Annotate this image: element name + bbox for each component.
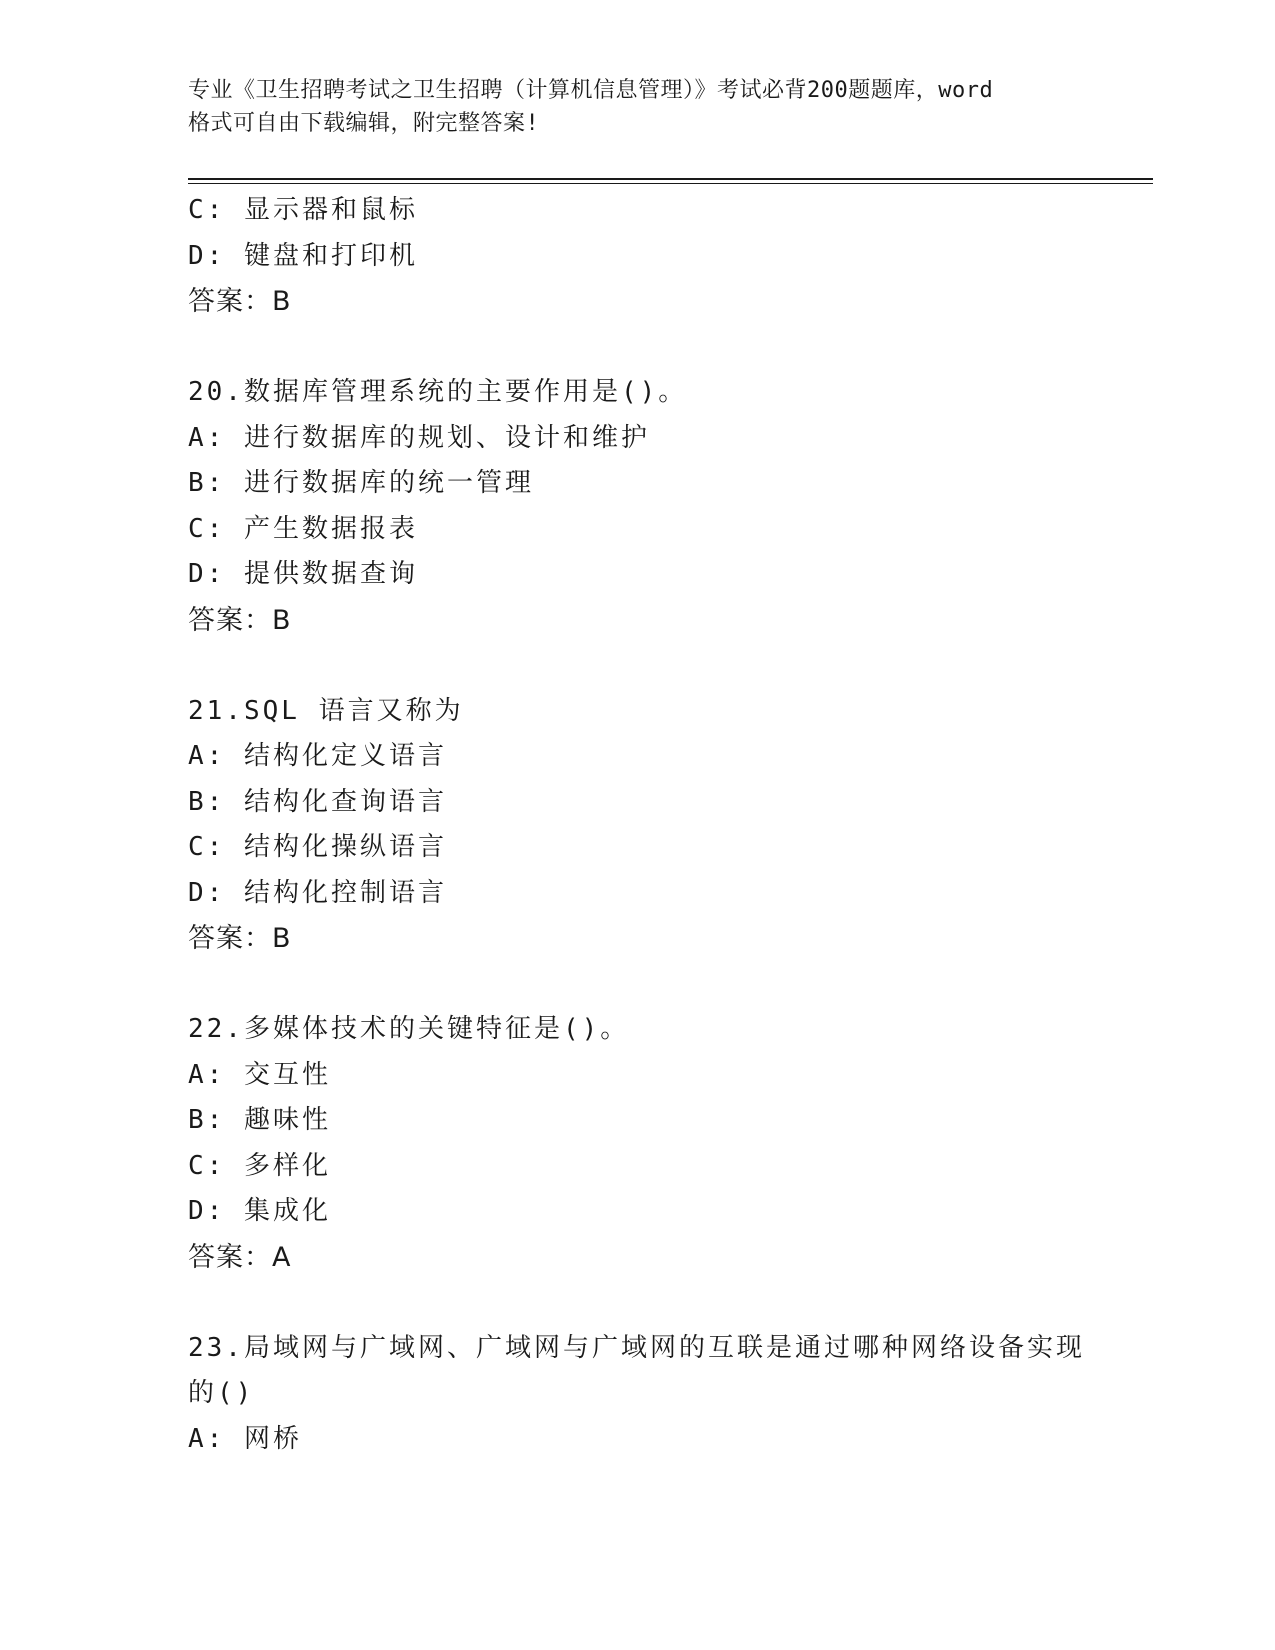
question-stem-line-2: 的() [188, 1378, 255, 1408]
option-a: A: 进行数据库的规划、设计和维护 [188, 422, 650, 453]
question-20 [188, 370, 1088, 643]
question-list [188, 188, 1088, 1462]
answer-line: 答案：B [188, 286, 292, 317]
answer-line: 答案：B [188, 604, 292, 636]
spacer [188, 1280, 1088, 1326]
question-22 [188, 1007, 1088, 1280]
answer-line: 答案：B [188, 923, 292, 954]
option-d: D: 提供数据查询 [188, 559, 418, 589]
option-d: D: 键盘和打印机 [188, 240, 418, 271]
answer-line: 答案：A [188, 1241, 292, 1273]
header-line-1: 专业《卫生招聘考试之卫生招聘（计算机信息管理）》考试必背200题题库，word [188, 78, 994, 103]
question-21 [188, 689, 1088, 962]
option-c: C: 显示器和鼠标 [188, 195, 418, 225]
option-b: B: 趣味性 [188, 1105, 331, 1135]
header-divider-thin [188, 183, 1153, 184]
header-line-2: 格式可自由下载编辑，附完整答案! [188, 111, 540, 136]
question-stem: 22.多媒体技术的关键特征是()。 [188, 1014, 630, 1044]
spacer [188, 325, 1088, 371]
option-c: C: 多样化 [188, 1150, 331, 1181]
option-b: B: 结构化查询语言 [188, 786, 447, 817]
option-d: D: 结构化控制语言 [188, 877, 447, 908]
option-a: A: 交互性 [188, 1059, 331, 1090]
option-a: A: 网桥 [188, 1423, 302, 1454]
question-stem: 21.SQL 语言又称为 [188, 695, 464, 726]
spacer [188, 643, 1088, 689]
spacer [188, 962, 1088, 1008]
option-b: B: 进行数据库的统一管理 [188, 468, 534, 498]
option-c: C: 结构化操纵语言 [188, 832, 447, 862]
question-stem: 20.数据库管理系统的主要作用是()。 [188, 377, 688, 407]
option-d: D: 集成化 [188, 1196, 331, 1226]
question-23 [188, 1326, 1088, 1463]
option-a: A: 结构化定义语言 [188, 741, 447, 771]
question-19-tail [188, 188, 1088, 325]
header-divider-thick [188, 178, 1153, 180]
option-c: C: 产生数据报表 [188, 513, 418, 544]
document-header [188, 74, 1088, 140]
question-stem-line-1: 23.局域网与广域网、广域网与广域网的互联是通过哪种网络设备实现 [188, 1332, 1085, 1363]
